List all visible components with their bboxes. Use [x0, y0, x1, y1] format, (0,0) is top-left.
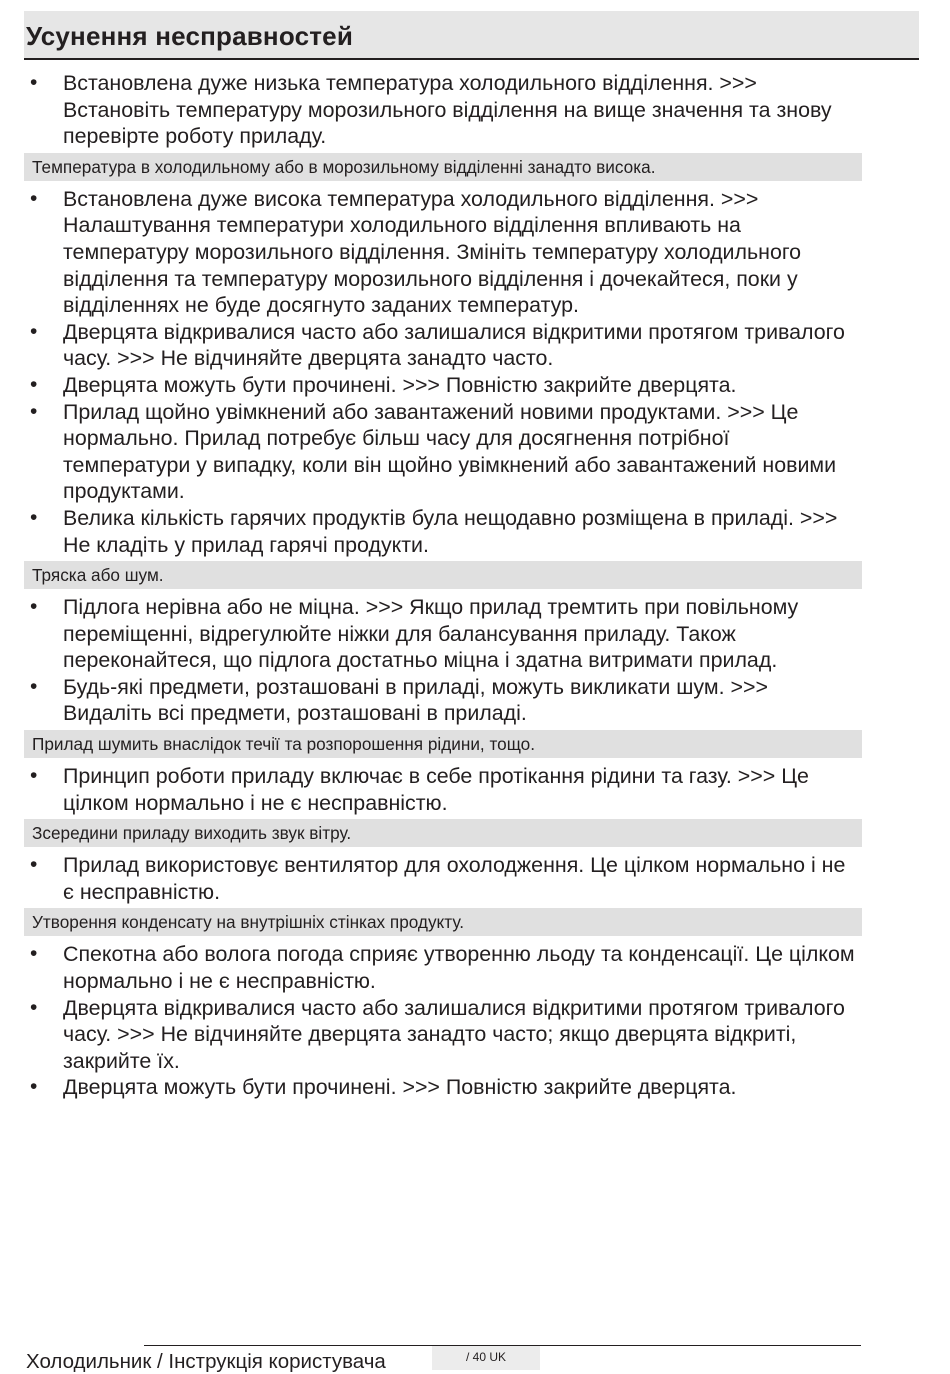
list-item-text: Дверцята відкривалися часто або залишалися відкритими протягом тривалого часу. >>> Не відчиняйте дверцята занадто часто; якщо дверцята відкриті, закрийте їх.	[63, 995, 845, 1073]
list-item	[24, 399, 862, 505]
bullet-icon: •	[30, 71, 38, 94]
footer-page-number: / 40 UK	[432, 1346, 540, 1370]
bullet-icon: •	[30, 186, 38, 210]
section-header: Температура в холодильному або в морозильному відділенні занадто висока.	[24, 153, 862, 181]
section-list	[24, 186, 862, 558]
list-item-text: Підлога нерівна або не міцна. >>> Якщо прилад тремтить при повільному переміщенні, відрегулюйте ніжки для балансування приладу. Також переконайтеся, що підлога достатньо міцна і здатна витримати прилад.	[63, 595, 799, 673]
bullet-icon: •	[30, 995, 38, 1019]
footer-document-title: Холодильник / Інструкція користувача	[26, 1350, 386, 1373]
page-title: Усунення несправностей	[26, 21, 354, 51]
list-item	[24, 763, 862, 816]
list-item	[24, 852, 862, 905]
bullet-icon: •	[30, 399, 38, 423]
list-item-text: Будь-які предмети, розташовані в приладі, можуть викликати шум. >>> Видаліть всі предмети, розташовані в приладі.	[63, 674, 768, 726]
list-item-text: Прилад використовує вентилятор для охолодження. Це цілком нормально і не є несправністю.	[63, 853, 846, 904]
list-item	[24, 941, 862, 994]
section-list	[24, 941, 862, 1101]
bullet-icon: •	[30, 372, 38, 396]
list-item-text: Встановлена дуже низька температура холодильного відділення. >>> Встановіть температуру морозильного відділення на вище значення та знову перевірте роботу приладу.	[63, 71, 832, 149]
list-item-text: Дверцята можуть бути прочинені. >>> Повністю закрийте дверцята.	[63, 372, 737, 397]
section-list	[24, 594, 862, 727]
list-item-text: Принцип роботи приладу включає в себе протікання рідини та газу. >>> Це цілком нормально і не є несправністю.	[63, 764, 809, 815]
list-item	[24, 995, 862, 1075]
list-item	[24, 1074, 862, 1101]
list-item-text: Дверцята можуть бути прочинені. >>> Повністю закрийте дверцята.	[63, 1075, 737, 1100]
section-header: Прилад шумить внаслідок течії та розпорошення рідини, тощо.	[24, 730, 862, 758]
bullet-icon: •	[30, 319, 38, 343]
list-item-text: Прилад щойно увімкнений або завантажений новими продуктами. >>> Це нормально. Прилад потребує більш часу для досягнення потрібної температури у випадку, коли він щойно увімкнений або завантажений новими продуктами.	[63, 399, 837, 504]
intro-list	[24, 70, 862, 150]
list-item	[24, 186, 862, 319]
bullet-icon: •	[30, 505, 38, 529]
bullet-icon: •	[30, 764, 38, 788]
section-header: Тряска або шум.	[24, 561, 862, 589]
bullet-icon: •	[30, 853, 38, 877]
list-item	[24, 594, 862, 674]
list-item-text: Дверцята відкривалися часто або залишалися відкритими протягом тривалого часу. >>> Не відчиняйте дверцята занадто часто.	[63, 319, 845, 371]
list-item	[24, 70, 862, 150]
section-header: Зсередини приладу виходить звук вітру.	[24, 819, 862, 847]
list-item-text: Встановлена дуже висока температура холодильного відділення. >>> Налаштування температури холодильного відділення впливають на температуру морозильного відділення. Змініть температуру холодильного відділення та температуру морозильного відділення і дочекайтеся, поки у відділеннях не буде досягнуто заданих температур.	[63, 186, 802, 318]
bullet-icon: •	[30, 674, 38, 698]
list-item	[24, 674, 862, 727]
bullet-icon: •	[30, 595, 38, 619]
section-list	[24, 763, 862, 816]
list-item	[24, 505, 862, 558]
section-header: Утворення конденсату на внутрішніх стінках продукту.	[24, 908, 862, 936]
bullet-icon: •	[30, 942, 38, 966]
list-item	[24, 319, 862, 372]
list-item-text: Велика кількість гарячих продуктів була нещодавно розміщена в приладі. >>> Не кладіть у прилад гарячі продукти.	[63, 505, 838, 557]
list-item-text: Спекотна або волога погода сприяє утворенню льоду та конденсації. Це цілком нормально і не є несправністю.	[63, 942, 855, 994]
bullet-icon: •	[30, 1075, 38, 1099]
list-item	[24, 372, 862, 399]
document-body	[24, 70, 862, 1101]
section-list	[24, 852, 862, 905]
page-title-bar	[24, 11, 919, 60]
